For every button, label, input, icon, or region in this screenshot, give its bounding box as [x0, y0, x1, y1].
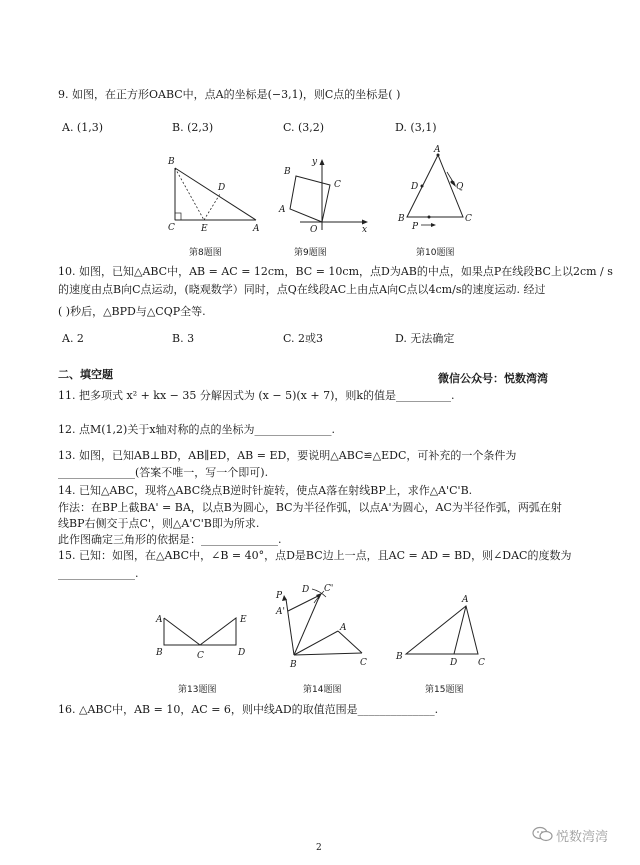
fig15-label-a: A: [462, 595, 469, 605]
fig9-label-x: x: [362, 225, 368, 235]
fig10-label-p: P: [412, 222, 419, 232]
question-10-line-3: ( )秒后，△BPD与△CQP全等.: [58, 305, 206, 318]
caption-figure-9: 第9题图: [294, 248, 327, 258]
caption-figure-14: 第14题图: [303, 685, 342, 695]
fig14-label-b: B: [290, 660, 297, 670]
q10-option-c: C. 2或3: [283, 332, 324, 345]
watermark-text: 悦数湾湾: [556, 830, 609, 845]
fig9-label-a: A: [279, 205, 286, 215]
question-14-line-4: 此作图确定三角形的依据是：______________.: [58, 533, 282, 546]
fig9-label-y: y: [312, 157, 318, 167]
caption-figure-10: 第10题图: [416, 248, 455, 258]
q9-option-c: C. (3,2): [283, 121, 325, 134]
fig8-label-d: D: [218, 183, 226, 193]
caption-figure-8: 第8题图: [189, 248, 222, 258]
fig15-label-b: B: [396, 652, 403, 662]
fig14-label-p: P: [276, 591, 283, 601]
q10-option-d: D. 无法确定: [395, 332, 455, 345]
question-15-line-1: 15. 已知：如图，在△ABC中，∠B = 40°，点D是BC边上一点，且AC = AD = BD，则∠DAC的度数为: [58, 549, 572, 562]
figure-15: [392, 592, 502, 672]
fig13-label-b: B: [156, 648, 163, 658]
question-11: 11. 把多项式 x² + kx − 35 分解因式为 (x − 5)(x + 7)，则k的值是__________.: [58, 389, 455, 402]
fig13-label-d: D: [238, 648, 246, 658]
fig10-label-q: Q: [456, 182, 464, 192]
question-14-line-1: 14. 已知△ABC，现将△ABC绕点B逆时针旋转，使点A落在射线BP上，求作△A'C'B.: [58, 484, 473, 497]
question-13-line-2: ______________(答案不唯一，写一个即可).: [58, 466, 269, 479]
fig8-label-b: B: [168, 157, 175, 167]
question-14-line-3: 线BP右侧交于点C'，则△A'C'B即为所求.: [58, 517, 260, 530]
fig13-label-c: C: [197, 651, 204, 661]
wechat-logo-icon: [532, 825, 554, 843]
q9-option-a: A. (1,3): [62, 121, 104, 134]
fig10-label-b: B: [398, 214, 405, 224]
q10-option-a: A. 2: [62, 332, 84, 345]
fig9-label-c: C: [334, 180, 341, 190]
figure-8: [160, 150, 270, 235]
fig10-label-d: D: [411, 182, 419, 192]
fig10-label-a: A: [434, 145, 441, 155]
question-15-line-2: ______________.: [58, 567, 139, 580]
fig8-label-c: C: [168, 223, 175, 233]
figure-13: [150, 600, 260, 670]
fig14-label-c-prime: C': [324, 584, 334, 594]
fig14-label-a: A: [340, 623, 347, 633]
fig15-label-d: D: [450, 658, 458, 668]
figure-10: [393, 145, 483, 235]
caption-figure-13: 第13题图: [178, 685, 217, 695]
question-13-line-1: 13. 如图，已知AB⊥BD，AB∥ED，AB = ED，要说明△ABC≌△EDC，可补充的一个条件为: [58, 449, 517, 462]
fig13-label-e: E: [240, 615, 247, 625]
page-number: 2: [316, 843, 322, 853]
fig15-label-c: C: [478, 658, 485, 668]
wechat-label: 微信公众号：悦数湾湾: [438, 372, 548, 385]
fig14-label-c: C: [360, 658, 367, 668]
question-10-line-2: 的速度由点B向C点运动，(晓观数学）同时，点Q在线段AC上由点A向C点以4cm/s的速度运动. 经过: [58, 283, 546, 296]
question-16: 16. △ABC中，AB = 10，AC = 6，则中线AD的取值范围是______________.: [58, 703, 439, 716]
section-title: 二、填空题: [58, 368, 113, 381]
fig14-label-a-prime: A': [276, 607, 285, 617]
question-9-text: 9. 如图，在正方形OABC中，点A的坐标是(−3,1)，则C点的坐标是( ): [58, 88, 401, 101]
q9-option-d: D. (3,1): [395, 121, 437, 134]
fig8-label-e: E: [201, 224, 208, 234]
caption-figure-15: 第15题图: [425, 685, 464, 695]
question-14-line-2: 作法：在BP上截BA' = BA，以点B为圆心，BC为半径作弧，以点A'为圆心，AC为半径作弧，两弧在射: [58, 501, 562, 514]
figure-9: [270, 150, 380, 235]
q9-option-b: B. (2,3): [172, 121, 214, 134]
fig13-label-a: A: [156, 615, 163, 625]
fig8-label-a: A: [253, 224, 260, 234]
figure-14: [272, 583, 382, 673]
question-12: 12. 点M(1,2)关于x轴对称的点的坐标为______________.: [58, 423, 336, 436]
question-10-line-1: 10. 如图，已知△ABC中，AB = AC = 12cm，BC = 10cm，点D为AB的中点，如果点P在线段BC上以2cm / s: [58, 265, 613, 278]
fig14-label-d: D: [302, 585, 310, 595]
q10-option-b: B. 3: [172, 332, 195, 345]
fig10-label-c: C: [465, 214, 472, 224]
fig9-label-b: B: [284, 167, 291, 177]
fig9-label-o: O: [310, 225, 318, 235]
